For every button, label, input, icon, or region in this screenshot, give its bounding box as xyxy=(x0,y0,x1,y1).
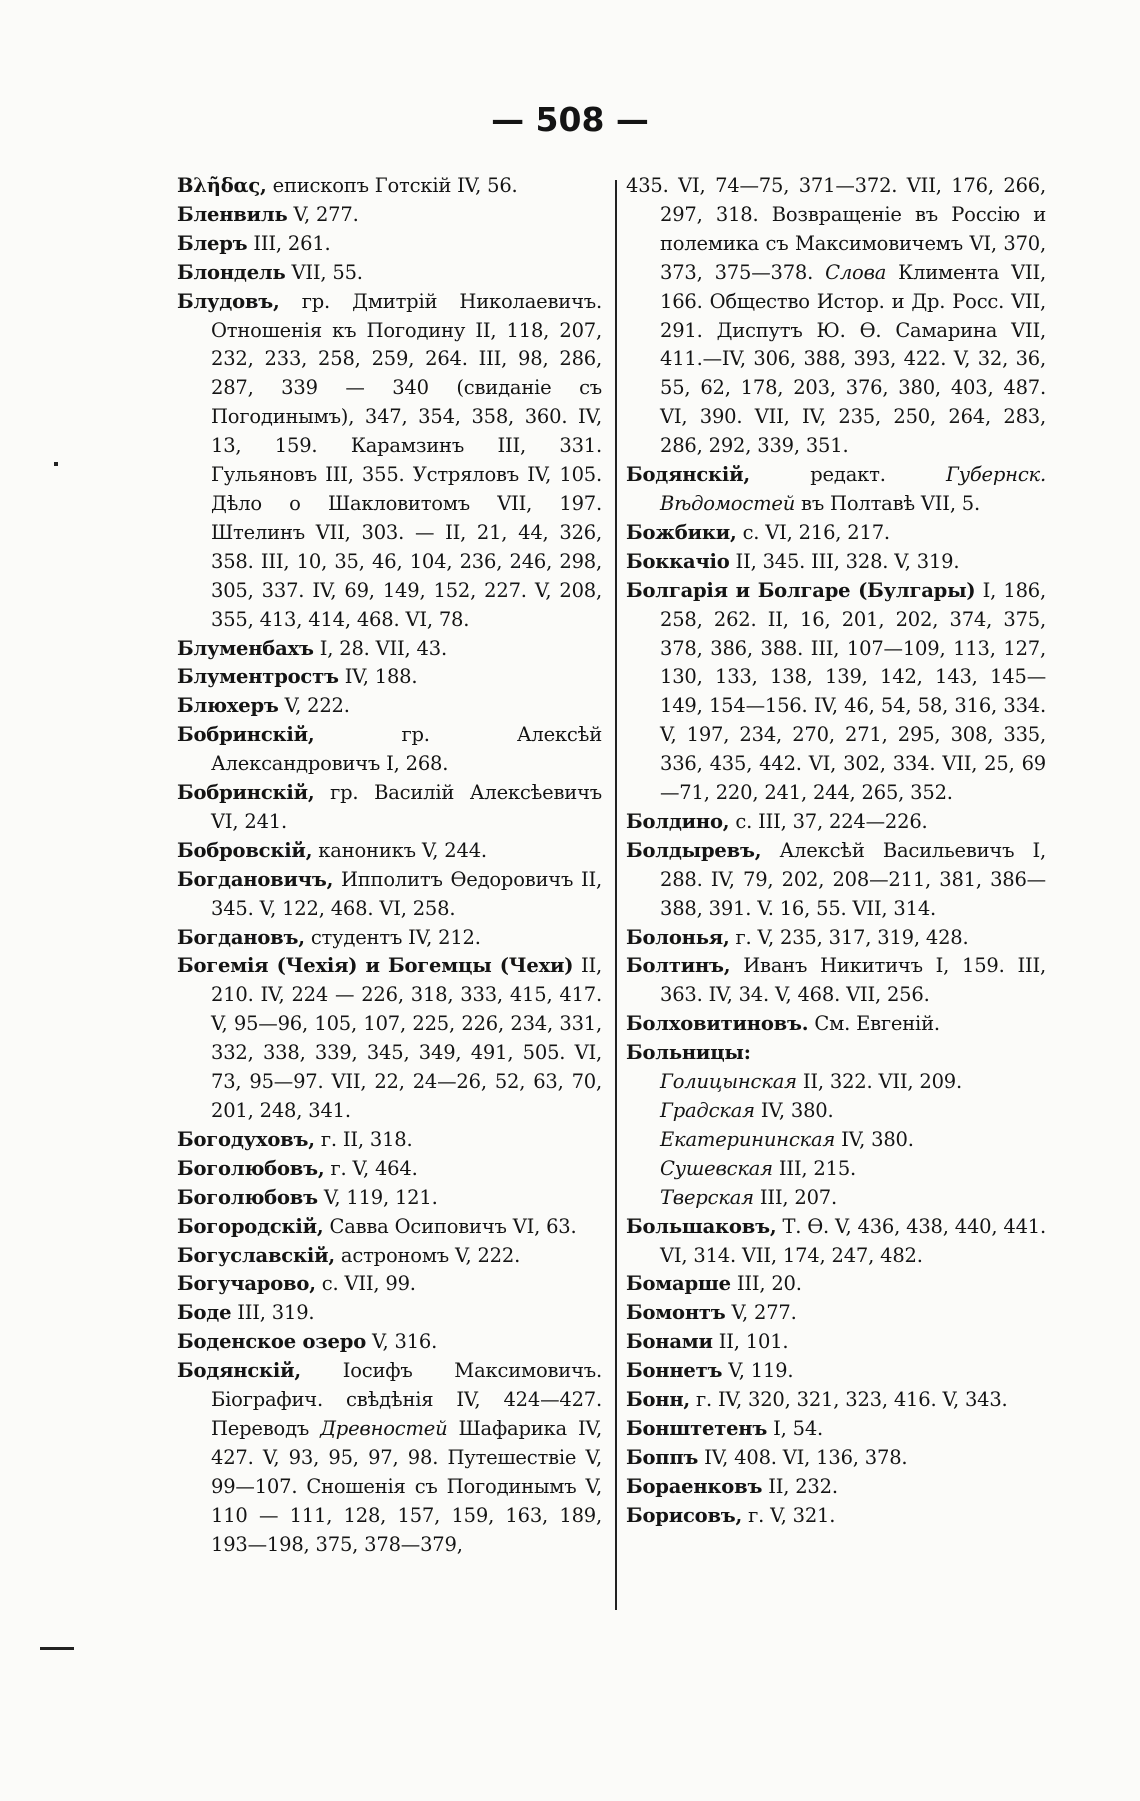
entry-references: епископъ Готскій IV, 56. xyxy=(266,174,518,197)
entry-headword: Богдановичъ, xyxy=(177,867,334,891)
entry-references: V, 119, 121. xyxy=(317,1185,438,1209)
entry-headword: Болтинъ, xyxy=(626,954,731,978)
entry-references: г. V, 235, 317, 319, 428. xyxy=(729,925,969,949)
index-entry xyxy=(626,1213,1046,1271)
margin-rule-mark xyxy=(40,1647,74,1650)
entry-references: I, 186, 258, 262. II, 16, 201, 202, 374, 375, 378, 386, 388. III, 107—109, 113, 127, 130, 133, 138, 139, 142, 143, 145—149, 154—156. IV, 46, 54, 58, 316, 334. V, 197, 234, 270, 271, 295, 308, 335, 336, 435, 442. VI, 302, 334. VII, 25, 69—71, 220, 241, 244, 265, 352. xyxy=(660,578,1046,805)
index-entry xyxy=(626,1126,1046,1155)
index-entry xyxy=(177,230,602,259)
entry-references: V, 316. xyxy=(366,1330,438,1354)
index-entry xyxy=(626,1299,1046,1328)
index-entry xyxy=(177,692,602,721)
index-entry xyxy=(177,779,602,837)
entry-references: г. V, 321. xyxy=(742,1503,836,1527)
entry-references: V, 119. xyxy=(722,1359,794,1383)
entry-headword: Богучарово, xyxy=(177,1272,316,1296)
entry-references: III, 319. xyxy=(231,1301,315,1325)
entry-headword: Болховитиновъ. xyxy=(626,1012,809,1036)
entry-headword: Боккачіо xyxy=(626,549,730,573)
entry-headword: Болдыревъ, xyxy=(626,838,762,862)
entry-subheading: Градская xyxy=(660,1099,755,1122)
entry-references: Ипполитъ Ѳедоровичъ II, 345. V, 122, 468. VI, 258. xyxy=(211,867,602,920)
index-entry xyxy=(626,1155,1046,1184)
entry-subheading: Голицынская xyxy=(660,1070,797,1094)
entry-references: с. VI, 216, 217. xyxy=(736,520,890,544)
index-entry xyxy=(626,952,1046,1010)
index-entry xyxy=(626,1097,1046,1126)
entry-headword: Богемія (Чехія) и Богемцы (Чехи) xyxy=(177,954,574,978)
entry-headword: Блондель xyxy=(177,260,286,284)
entry-headword: Блументростъ xyxy=(177,665,339,689)
entry-references: Іосифъ Максимовичъ. Біографич. свѣдѣнія IV, 424—427. Переводъ xyxy=(211,1359,602,1440)
entry-references: Климента VII, 166. Общество Истор. и Др. Росс. VII, 291. Диспутъ Ю. Ѳ. Самарина VII, 411.—IV, 306, 388, 393, 422. V, 32, 36, 55, 62, 178, 203, 376, 380, 403, 487. VI, 390. VII, IV, 235, 250, 264, 283, 286, 292, 339, 351. xyxy=(660,260,1046,458)
index-entry xyxy=(177,1126,602,1155)
entry-headword: Боденское озеро xyxy=(177,1330,367,1354)
index-entry xyxy=(177,172,602,201)
entry-headword: Блудовъ, xyxy=(177,289,280,313)
page-number: — 508 — xyxy=(491,100,649,139)
entry-headword: Богдановъ, xyxy=(177,925,305,949)
entry-headword: Блуменбахъ xyxy=(177,636,314,660)
entry-headword: Болгарія и Болгаре (Булгары) xyxy=(626,578,976,602)
index-entry xyxy=(177,866,602,924)
entry-headword: Бонн, xyxy=(626,1388,691,1412)
entry-headword: Боде xyxy=(177,1301,232,1325)
entry-references: въ Полтавѣ VII, 5. xyxy=(795,491,981,515)
entry-headword: Бомарше xyxy=(626,1272,731,1296)
entry-headword: Блеръ xyxy=(177,231,248,255)
index-entry xyxy=(177,1184,602,1213)
entry-headword: Боппъ xyxy=(626,1445,699,1469)
index-entry xyxy=(177,952,602,1125)
entry-references: IV, 380. xyxy=(835,1127,914,1151)
entry-references: III, 261. xyxy=(247,231,331,255)
entry-references: астрономъ V, 222. xyxy=(334,1243,521,1267)
entry-headword: Боголюбовъ, xyxy=(177,1156,325,1180)
entry-references: См. Евгеній. xyxy=(808,1012,940,1036)
entry-headword: Больницы: xyxy=(626,1041,751,1065)
index-entry xyxy=(626,808,1046,837)
index-column-left xyxy=(177,172,602,1560)
index-entry xyxy=(177,288,602,635)
index-entry xyxy=(626,924,1046,953)
index-entry xyxy=(177,635,602,664)
index-entry xyxy=(626,548,1046,577)
index-entry xyxy=(177,1328,602,1357)
entry-headword: Βλῆδας, xyxy=(177,174,267,197)
entry-references: каноникъ V, 244. xyxy=(312,838,487,862)
entry-italic-title: Слова xyxy=(825,260,887,284)
index-entry xyxy=(177,924,602,953)
index-entry xyxy=(626,172,1046,461)
index-entry xyxy=(177,721,602,779)
index-entry xyxy=(177,1242,602,1271)
index-entry xyxy=(177,1213,602,1242)
index-entry xyxy=(177,201,602,230)
index-entry xyxy=(626,577,1046,808)
index-entry xyxy=(626,1184,1046,1213)
entry-continuation: 435. VI, 74—75, 371—372. VII, 176, 266, 297, 318. Возвращеніе въ Россію и полемика съ Максимовичемъ VI, 370, 373, 375—378. xyxy=(626,174,1046,284)
entry-references: II, 101. xyxy=(712,1330,789,1354)
entry-references: V, 277. xyxy=(725,1301,797,1325)
entry-headword: Богородскій, xyxy=(177,1214,324,1238)
entry-references: V, 222. xyxy=(278,694,350,718)
entry-headword: Бонштетенъ xyxy=(626,1416,768,1440)
margin-speck xyxy=(54,462,58,466)
index-entry xyxy=(626,1473,1046,1502)
entry-headword: Бобринскій, xyxy=(177,723,315,747)
entry-headword: Болдино, xyxy=(626,809,730,833)
entry-headword: Бодянскій, xyxy=(626,463,750,487)
entry-headword: Богодуховъ, xyxy=(177,1127,315,1151)
index-entry xyxy=(626,1444,1046,1473)
index-column-right xyxy=(626,172,1046,1531)
entry-subheading: Екатерининская xyxy=(660,1127,836,1151)
entry-headword: Богуславскій, xyxy=(177,1243,335,1267)
entry-references: VII, 55. xyxy=(285,260,363,284)
entry-references: гр. Алексѣй Александровичъ I, 268. xyxy=(211,723,602,776)
index-entry xyxy=(626,1415,1046,1444)
entry-headword: Бленвиль xyxy=(177,202,288,226)
entry-references: III, 215. xyxy=(772,1156,857,1180)
entry-references: II, 232. xyxy=(762,1474,838,1498)
entry-references: с. III, 37, 224—226. xyxy=(729,809,928,833)
entry-references: студентъ IV, 212. xyxy=(304,925,481,949)
entry-subheading: Тверская xyxy=(660,1185,754,1209)
entry-references: Т. Ѳ. V, 436, 438, 440, 441. VI, 314. VII, 174, 247, 482. xyxy=(660,1214,1046,1267)
entry-references: гр. Василій Алексѣевичъ VI, 241. xyxy=(211,781,602,833)
entry-references: г. II, 318. xyxy=(314,1127,413,1151)
entry-headword: Борисовъ, xyxy=(626,1503,743,1527)
entry-headword: Боннетъ xyxy=(626,1359,723,1383)
entry-references: IV, 380. xyxy=(754,1099,834,1122)
index-entry xyxy=(177,1299,602,1328)
index-entry xyxy=(626,519,1046,548)
index-entry xyxy=(626,1328,1046,1357)
entry-italic-title: Губернск. Вѣдомостей xyxy=(660,463,1046,515)
entry-references: V, 277. xyxy=(287,202,359,226)
index-entry xyxy=(626,1068,1046,1097)
entry-references: редакт. xyxy=(749,463,947,487)
index-entry xyxy=(626,1039,1046,1068)
index-entry xyxy=(626,1357,1046,1386)
entry-headword: Бодянскій, xyxy=(177,1359,301,1383)
entry-references: I, 28. VII, 43. xyxy=(313,636,447,660)
entry-headword: Бобринскій, xyxy=(177,781,315,805)
entry-references: II, 322. VII, 209. xyxy=(796,1070,962,1094)
entry-headword: Бобровскій, xyxy=(177,838,313,862)
entry-headword: Бомонтъ xyxy=(626,1301,726,1325)
entry-headword: Боголюбовъ xyxy=(177,1185,318,1209)
index-entry xyxy=(177,1270,602,1299)
index-entry xyxy=(177,837,602,866)
column-divider xyxy=(615,180,617,1610)
entry-headword: Болонья, xyxy=(626,925,730,949)
index-entry xyxy=(626,461,1046,519)
index-entry xyxy=(177,1155,602,1184)
index-entry xyxy=(626,1270,1046,1299)
entry-references: III, 20. xyxy=(730,1272,802,1296)
index-entry xyxy=(177,663,602,692)
entry-references: IV, 408. VI, 136, 378. xyxy=(698,1445,908,1469)
entry-headword: Большаковъ, xyxy=(626,1214,777,1238)
index-entry xyxy=(626,1010,1046,1039)
index-entry xyxy=(626,1502,1046,1531)
index-entry xyxy=(626,837,1046,924)
index-entry xyxy=(177,259,602,288)
entry-references: Шафарика IV, 427. V, 93, 95, 97, 98. Путешествіе V, 99—107. Сношенія съ Погодинымъ V, 110 — 111, 128, 157, 159, 163, 189, 193—198, 375, 378—379, xyxy=(211,1416,602,1556)
entry-references: II, 345. III, 328. V, 319. xyxy=(729,549,960,573)
entry-references: г. IV, 320, 321, 323, 416. V, 343. xyxy=(690,1388,1008,1412)
entry-references: Алексѣй Васильевичъ I, 288. IV, 79, 202, 208—211, 381, 386—388, 391. V. 16, 55. VII, 314. xyxy=(660,838,1046,920)
index-entry xyxy=(626,1386,1046,1415)
entry-references: Савва Осиповичъ VI, 63. xyxy=(323,1214,577,1238)
entry-references: III, 207. xyxy=(753,1185,838,1209)
entry-italic-title: Древностей xyxy=(320,1416,448,1440)
entry-references: г. V, 464. xyxy=(324,1156,418,1180)
entry-references: Иванъ Никитичъ I, 159. III, 363. IV, 34. V, 468. VII, 256. xyxy=(660,954,1046,1007)
entry-references: I, 54. xyxy=(767,1416,824,1440)
entry-headword: Божбики, xyxy=(626,520,737,544)
entry-headword: Бонами xyxy=(626,1330,713,1354)
entry-references: гр. Дмитрій Николаевичъ. Отношенія къ Погодину II, 118, 207, 232, 233, 258, 259, 264. III, 98, 286, 287, 339 — 340 (свиданіе съ Погодинымъ), 347, 354, 358, 360. IV, 13, 159. Карамзинъ III, 331. Гульяновъ III, 355. Устряловъ IV, 105. Дѣло о Шакловитомъ VII, 197. Штелинъ VII, 303. — II, 21, 44, 326, 358. III, 10, 35, 46, 104, 236, 246, 298, 305, 337. IV, 69, 149, 152, 227. V, 208, 355, 413, 414, 468. VI, 78. xyxy=(211,289,602,631)
entry-headword: Бораенковъ xyxy=(626,1474,763,1498)
entry-references: IV, 188. xyxy=(338,665,418,689)
index-entry xyxy=(177,1357,602,1559)
entry-headword: Блюхеръ xyxy=(177,694,279,718)
entry-references: с. VII, 99. xyxy=(315,1272,416,1296)
entry-subheading: Сушевская xyxy=(660,1156,773,1180)
entry-references: II, 210. IV, 224 — 226, 318, 333, 415, 417. V, 95—96, 105, 107, 225, 226, 234, 331, 332, 338, 339, 345, 349, 491, 505. VI, 73, 95—97. VII, 22, 24—26, 52, 63, 70, 201, 248, 341. xyxy=(211,954,602,1122)
